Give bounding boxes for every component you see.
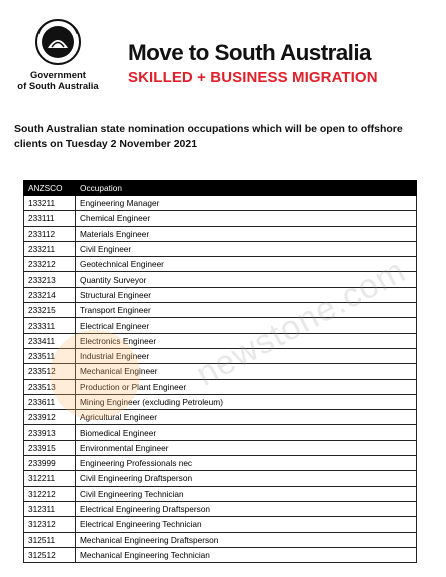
anzsco-code: 233213 — [24, 272, 76, 287]
anzsco-code: 233912 — [24, 410, 76, 425]
anzsco-code: 233211 — [24, 241, 76, 256]
table-row — [24, 211, 417, 226]
intro-text: South Australian state nomination occupations which will be open to offshore clients on Tuesday 2 November 2021 — [14, 123, 403, 150]
occupation-table — [23, 180, 417, 563]
anzsco-code: 133211 — [24, 196, 76, 211]
occupation-name: Electronics Engineer — [76, 333, 417, 348]
occupation-name: Transport Engineer — [76, 303, 417, 318]
table-row — [24, 348, 417, 363]
table-row — [24, 501, 417, 516]
table-row — [24, 333, 417, 348]
anzsco-code: 233915 — [24, 440, 76, 455]
occupation-name: Materials Engineer — [76, 226, 417, 241]
occupation-name: Mechanical Engineering Technician — [76, 547, 417, 562]
occupation-name: Electrical Engineer — [76, 318, 417, 333]
table-row — [24, 532, 417, 547]
page-subtitle: SKILLED + BUSINESS MIGRATION — [128, 69, 378, 86]
table-row — [24, 272, 417, 287]
occupation-name: Mining Engineer (excluding Petroleum) — [76, 394, 417, 409]
page-header — [128, 40, 378, 88]
table-row — [24, 226, 417, 241]
anzsco-code: 233112 — [24, 226, 76, 241]
table-row — [24, 303, 417, 318]
anzsco-code: 233311 — [24, 318, 76, 333]
government-logo — [6, 18, 110, 92]
occupation-name: Agricultural Engineer — [76, 410, 417, 425]
table-row — [24, 456, 417, 471]
table-row — [24, 196, 417, 211]
page-title: Move to South Australia — [128, 40, 371, 65]
occupation-name: Environmental Engineer — [76, 440, 417, 455]
anzsco-code: 233511 — [24, 348, 76, 363]
column-header-occupation: Occupation — [76, 181, 417, 196]
state-crest-icon — [34, 18, 82, 66]
occupation-name: Civil Engineering Technician — [76, 486, 417, 501]
occupation-name: Civil Engineer — [76, 241, 417, 256]
occupation-name: Quantity Surveyor — [76, 272, 417, 287]
table-row — [24, 410, 417, 425]
table-row — [24, 241, 417, 256]
occupation-name: Production or Plant Engineer — [76, 379, 417, 394]
anzsco-code: 312512 — [24, 547, 76, 562]
occupation-name: Mechanical Engineering Draftsperson — [76, 532, 417, 547]
table-row — [24, 486, 417, 501]
table-row — [24, 547, 417, 562]
anzsco-code: 312211 — [24, 471, 76, 486]
watermark-text: newstone.com — [190, 251, 413, 394]
column-header-anzsco: ANZSCO — [24, 181, 76, 196]
table-row — [24, 394, 417, 409]
anzsco-code: 233215 — [24, 303, 76, 318]
occupation-name: Engineering Manager — [76, 196, 417, 211]
occupation-name: Engineering Professionals nec — [76, 456, 417, 471]
table-row — [24, 318, 417, 333]
anzsco-code: 312212 — [24, 486, 76, 501]
anzsco-code: 233212 — [24, 257, 76, 272]
table-row — [24, 287, 417, 302]
anzsco-code: 312312 — [24, 517, 76, 532]
anzsco-code: 312511 — [24, 532, 76, 547]
occupation-name: Mechanical Engineer — [76, 364, 417, 379]
table-row — [24, 440, 417, 455]
table-row — [24, 364, 417, 379]
table-row — [24, 471, 417, 486]
anzsco-code: 312311 — [24, 501, 76, 516]
occupation-name: Geotechnical Engineer — [76, 257, 417, 272]
anzsco-code: 233214 — [24, 287, 76, 302]
anzsco-code: 233111 — [24, 211, 76, 226]
gov-name-line2: of South Australia — [17, 81, 99, 92]
occupation-name: Chemical Engineer — [76, 211, 417, 226]
table-header-row — [24, 181, 417, 196]
occupation-name: Structural Engineer — [76, 287, 417, 302]
anzsco-code: 233999 — [24, 456, 76, 471]
anzsco-code: 233512 — [24, 364, 76, 379]
occupation-name: Industrial Engineer — [76, 348, 417, 363]
gov-name-line1: Government — [30, 70, 86, 81]
table-row — [24, 379, 417, 394]
occupation-name: Electrical Engineering Technician — [76, 517, 417, 532]
anzsco-code: 233611 — [24, 394, 76, 409]
anzsco-code: 233913 — [24, 425, 76, 440]
occupation-name: Biomedical Engineer — [76, 425, 417, 440]
table-row — [24, 425, 417, 440]
anzsco-code: 233411 — [24, 333, 76, 348]
anzsco-code: 233513 — [24, 379, 76, 394]
occupation-name: Electrical Engineering Draftsperson — [76, 501, 417, 516]
table-row — [24, 517, 417, 532]
occupation-name: Civil Engineering Draftsperson — [76, 471, 417, 486]
table-row — [24, 257, 417, 272]
